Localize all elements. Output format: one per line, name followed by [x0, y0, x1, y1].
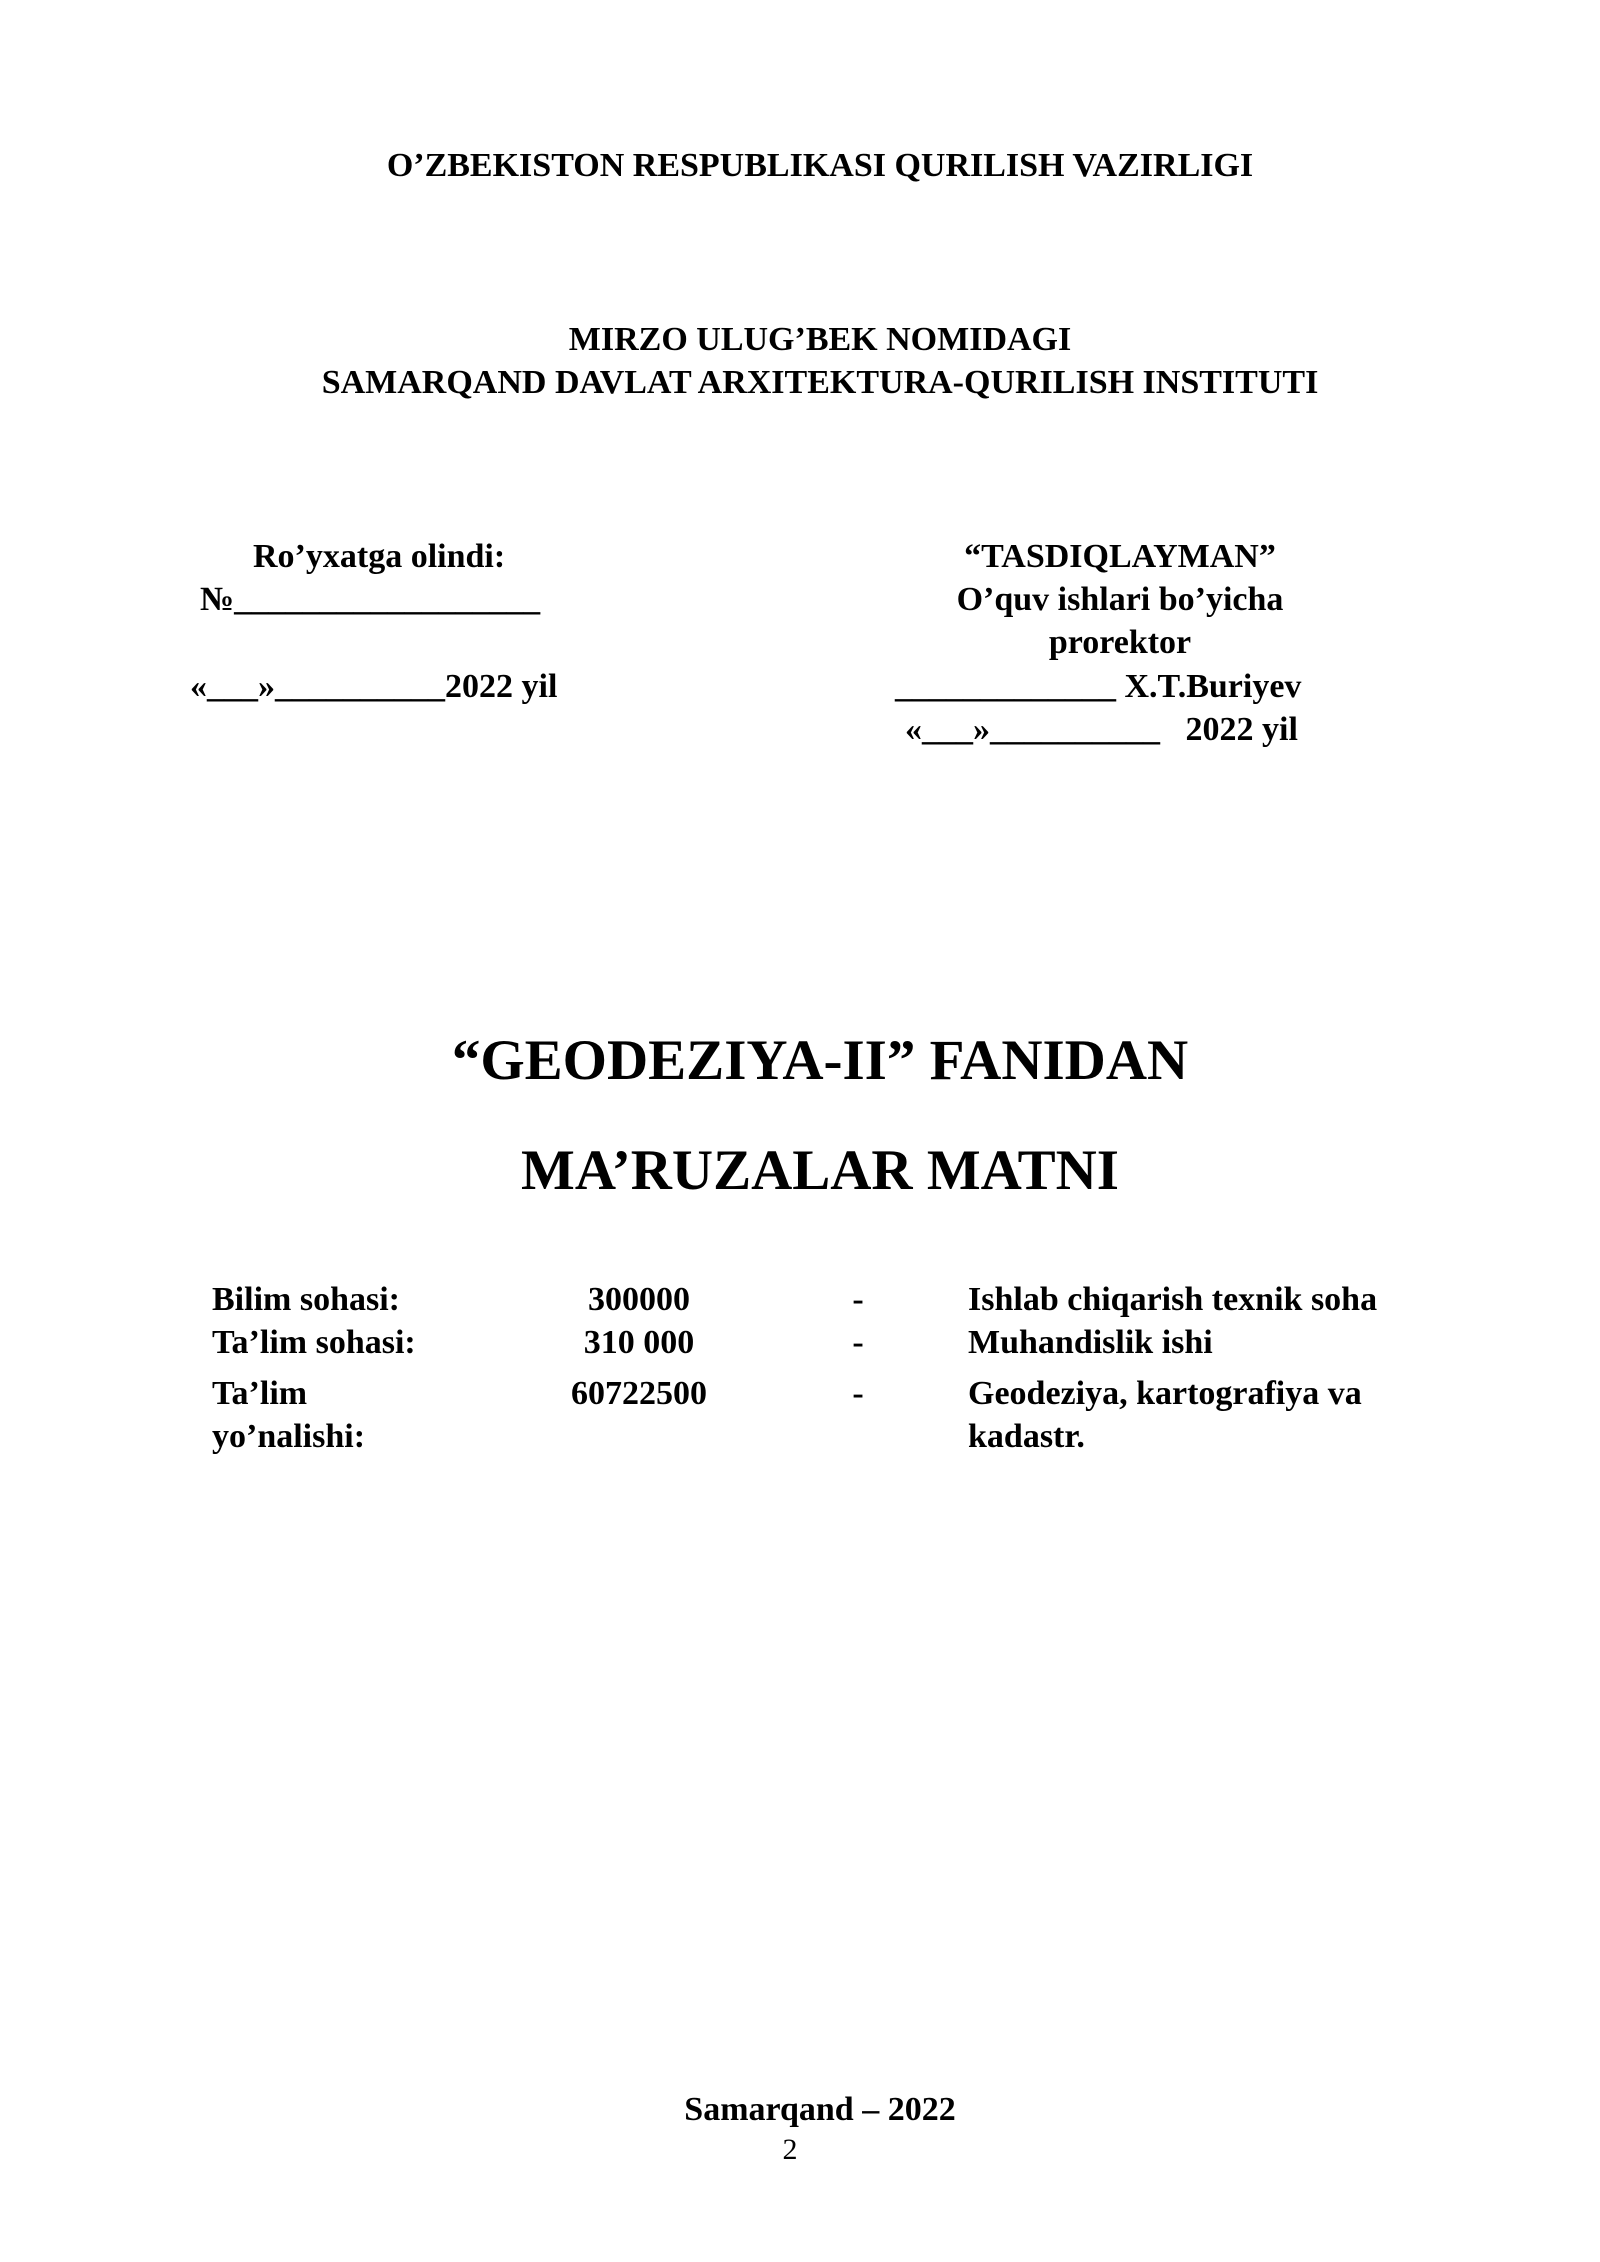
row-dash: - — [852, 1324, 864, 1361]
row-value: Ishlab chiqarish texnik soha — [968, 1281, 1378, 1318]
registration-title: Ro’yxatga olindi: — [253, 538, 506, 575]
row-dash: - — [852, 1375, 864, 1412]
row-label: Ta’lim sohasi: — [212, 1324, 416, 1361]
row-dash: - — [852, 1281, 864, 1318]
row-code: 60722500 — [571, 1375, 707, 1412]
row-code: 310 000 — [583, 1324, 695, 1361]
table-row — [212, 1321, 1452, 1364]
registration-number-line: №__________________ — [200, 581, 541, 618]
approval-position-line2: prorektor — [1048, 624, 1192, 661]
approval-position-line1: O’quv ishlari bo’yicha — [956, 581, 1284, 618]
row-code: 300000 — [588, 1281, 690, 1318]
row-value: Geodeziya, kartografiya va kadastr. — [968, 1375, 1362, 1455]
row-label: Ta’lim yo’nalishi: — [212, 1375, 366, 1455]
field-info-table — [212, 1278, 1452, 1458]
subject-title: “GEODEZIYA-II” FANIDAN — [451, 1029, 1189, 1092]
footer-city-year: Samarqand – 2022 — [684, 2091, 956, 2128]
ministry-heading: O’ZBEKISTON RESPUBLIKASI QURILISH VAZIRLIGI — [386, 147, 1254, 184]
table-row — [212, 1278, 1452, 1321]
approval-title: “TASDIQLAYMAN” — [964, 538, 1276, 575]
row-value: Muhandislik ishi — [968, 1324, 1213, 1361]
approval-signature-line: _____________ X.T.Buriyev — [895, 668, 1302, 705]
approval-date-line: «___»__________ 2022 yil — [905, 711, 1298, 748]
institute-heading-line1: MIRZO ULUG’BEK NOMIDAGI — [568, 321, 1072, 358]
registration-date-line: «___»__________2022 yil — [190, 668, 558, 705]
institute-heading-line2: SAMARQAND DAVLAT ARXITEKTURA-QURILISH INSTITUTI — [321, 364, 1319, 401]
subject-subtitle: MA’RUZALAR MATNI — [521, 1139, 1119, 1202]
page-number: 2 — [782, 2133, 798, 2166]
row-label: Bilim sohasi: — [212, 1281, 400, 1318]
table-row — [212, 1364, 1452, 1458]
